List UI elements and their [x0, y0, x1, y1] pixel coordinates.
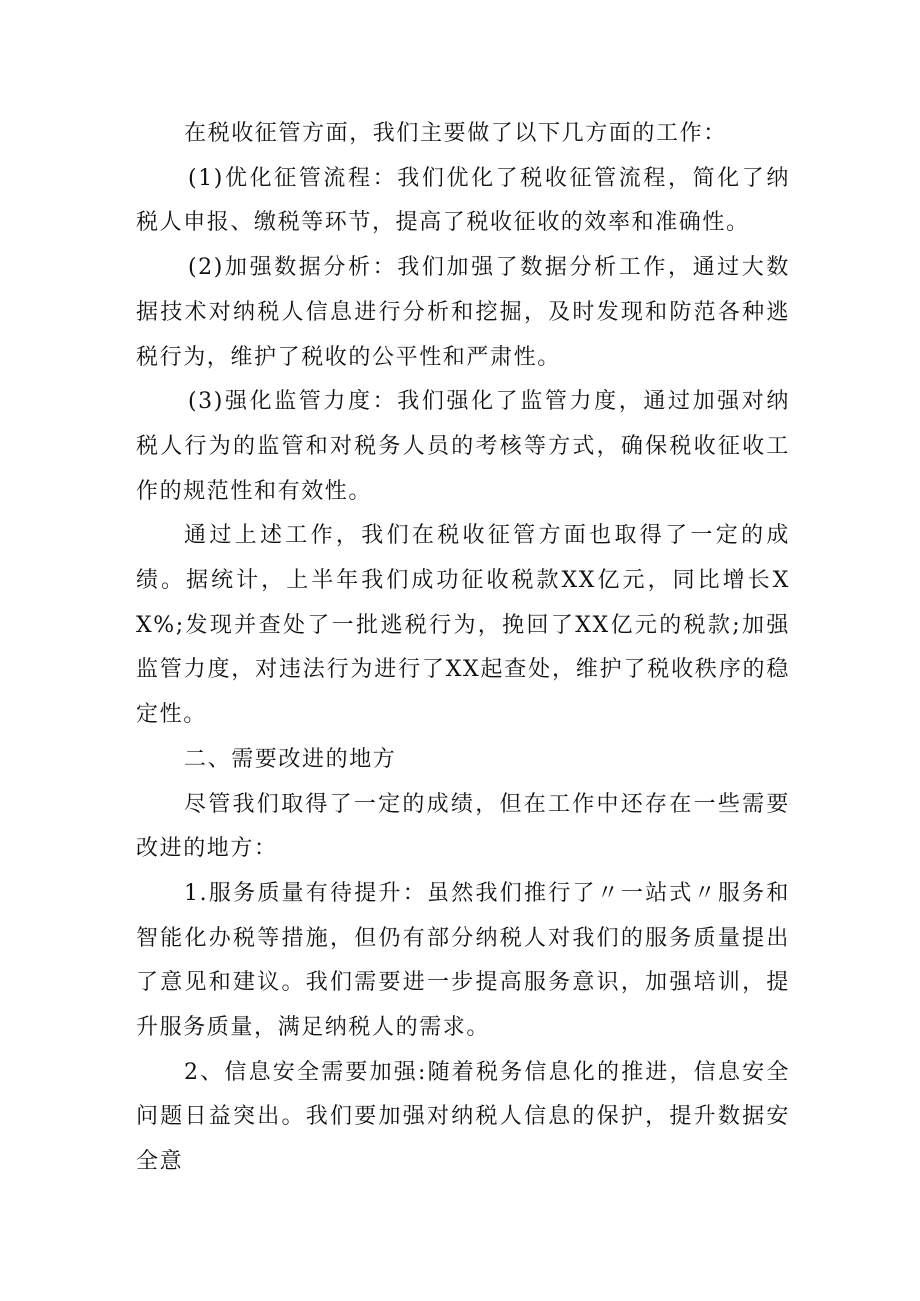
paragraph-results: 通过上述工作，我们在税收征管方面也取得了一定的成绩。据统计，上半年我们成功征收税款XX亿元，同比增长XX%;发现并查处了一批逃税行为，挽回了XX亿元的税款;加强监管力度，对违法行为进行了XX起查处，维护了税收秩序的稳定性。 [136, 523, 790, 728]
paragraph-information-security: 2、信息安全需要加强:随着税务信息化的推进，信息安全问题日益突出。我们要加强对纳税人信息的保护，提升数据安全意 [136, 1059, 790, 1175]
paragraph-intro: 在税收征管方面，我们主要做了以下几方面的工作： [184, 121, 727, 146]
paragraph-service-quality: 1.服务质量有待提升：虽然我们推行了〃一站式〃服务和智能化办税等措施，但仍有部分纳税人对我们的服务质量提出了意见和建议。我们需要进一步提高服务意识，加强培训，提升服务质量，满足纳税人的需求。 [136, 880, 790, 1041]
document-page [136, 112, 790, 1185]
section-heading-improvements: 二、需要改进的地方 [184, 746, 397, 772]
paragraph-item-3: (3)强化监管力度：我们强化了监管力度，通过加强对纳税人行为的监管和对税务人员的考核等方式，确保税收征收工作的规范性和有效性。 [136, 389, 790, 504]
paragraph-item-2: (2)加强数据分析：我们加强了数据分析工作，通过大数据技术对纳税人信息进行分析和挖掘，及时发现和防范各种逃税行为，维护了税收的公平性和严肃性。 [136, 255, 790, 370]
paragraph-improvements-intro: 尽管我们取得了一定的成绩，但在工作中还存在一些需要改进的地方： [136, 791, 790, 862]
paragraph-item-1: (1)优化征管流程：我们优化了税收征管流程，简化了纳税人申报、缴税等环节，提高了税收征收的效率和准确性。 [136, 165, 790, 236]
